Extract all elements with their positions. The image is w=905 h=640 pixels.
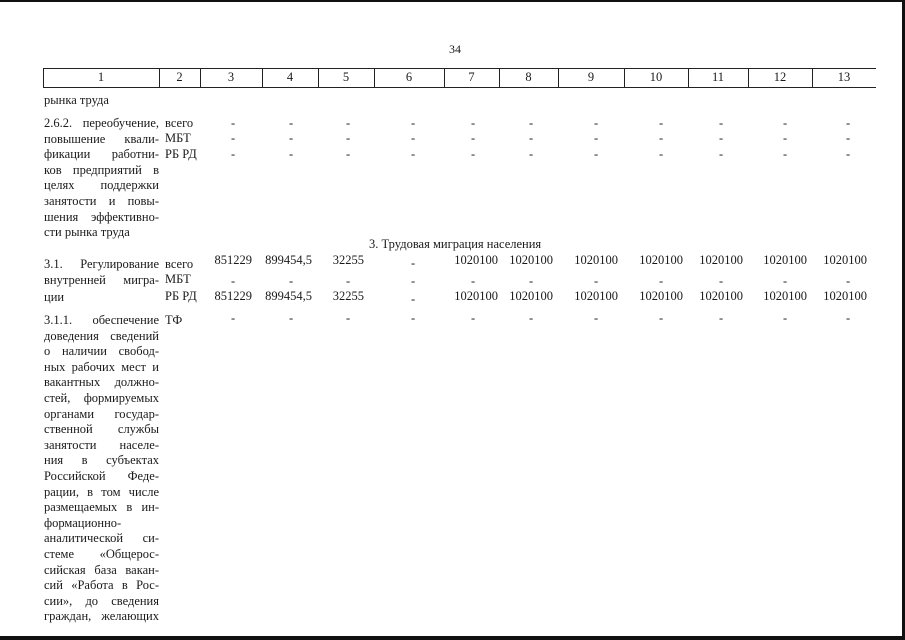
table-cell: 1020100 xyxy=(763,253,807,267)
table-cell: - xyxy=(346,147,351,161)
table-cell: 1020100 xyxy=(574,289,618,303)
table-cell: - xyxy=(289,311,294,325)
source-label: РБ РД xyxy=(165,147,197,161)
table-cell: - xyxy=(471,116,476,130)
header-bottom-rule xyxy=(43,87,876,88)
column-header-12: 12 xyxy=(773,70,787,84)
table-cell: 1020100 xyxy=(639,253,683,267)
column-header-5: 5 xyxy=(342,70,350,84)
table-cell: 1020100 xyxy=(823,289,867,303)
table-cell: - xyxy=(289,147,294,161)
table-cell: - xyxy=(346,311,351,325)
table-cell: 1020100 xyxy=(509,253,553,267)
table-cell: - xyxy=(846,131,851,145)
table-cell: - xyxy=(783,274,788,288)
table-cell: - xyxy=(231,147,236,161)
table-cell: - xyxy=(659,274,664,288)
table-cell: - xyxy=(846,274,851,288)
section-title: 3. Трудовая миграция населения xyxy=(369,237,542,251)
table-cell: - xyxy=(594,274,599,288)
column-header-9: 9 xyxy=(587,70,595,84)
row-3-1-description: 3.1. Регулирование внутренней мигра- ции xyxy=(44,257,159,305)
table-cell: - xyxy=(594,131,599,145)
table-cell: - xyxy=(231,274,236,288)
table-cell: - xyxy=(594,147,599,161)
table-cell: - xyxy=(471,274,476,288)
table-cell: 899454,5 xyxy=(265,289,312,303)
table-cell: - xyxy=(783,116,788,130)
source-label: МБТ xyxy=(165,131,191,145)
table-cell: 1020100 xyxy=(454,253,498,267)
table-cell: - xyxy=(411,274,416,288)
table-cell: - xyxy=(346,274,351,288)
table-cell: - xyxy=(411,292,416,306)
table-cell: - xyxy=(529,116,534,130)
table-cell: - xyxy=(471,131,476,145)
column-header-8: 8 xyxy=(525,70,532,84)
header-top-rule xyxy=(43,68,876,69)
table-cell: - xyxy=(783,147,788,161)
table-cell: - xyxy=(529,274,534,288)
table-cell: - xyxy=(783,131,788,145)
table-cell: - xyxy=(846,147,851,161)
table-cell: - xyxy=(231,131,236,145)
column-header-11: 11 xyxy=(711,70,725,84)
table-cell: - xyxy=(289,116,294,130)
table-cell: 1020100 xyxy=(454,289,498,303)
table-cell: - xyxy=(719,311,724,325)
table-cell: - xyxy=(346,131,351,145)
page-number: 34 xyxy=(449,42,461,56)
table-cell: - xyxy=(594,311,599,325)
table-cell: - xyxy=(471,147,476,161)
table-cell: 1020100 xyxy=(823,253,867,267)
table-cell: 851229 xyxy=(214,289,252,303)
scan-border-top xyxy=(0,0,905,2)
table-cell: - xyxy=(289,274,294,288)
table-cell: - xyxy=(846,311,851,325)
table-cell: - xyxy=(529,311,534,325)
table-cell: - xyxy=(719,147,724,161)
table-cell: - xyxy=(529,131,534,145)
table-cell: 1020100 xyxy=(699,289,743,303)
row-3-1-1-description: 3.1.1. обеспечение доведения сведений о наличии свобод- ных рабочих мест и вакантных должно- стей, формируемых органами государ- ственной службы занятости населе- ния в субъектах Российской Феде- рации, в том числе размещаемых в ин- формационно- аналитической си- стеме «Общерос- сийская база вакан- сий «Работа в Рос- сии», до сведения граждан, желающих xyxy=(44,313,159,624)
source-label: всего xyxy=(165,116,194,130)
row-2-6-2-description: 2.6.2. переобучение, повышение квали- фикации работни- ков предприятий в целях поддержки занятости и повы- шения эффективно- сти рынка труда xyxy=(44,116,159,240)
table-cell: 32255 xyxy=(332,289,364,303)
carry-over-text: рынка труда xyxy=(44,93,109,107)
table-cell: - xyxy=(289,131,294,145)
table-cell: - xyxy=(231,311,236,325)
column-header-7: 7 xyxy=(468,70,475,84)
table-cell: - xyxy=(411,147,416,161)
table-cell: 1020100 xyxy=(509,289,553,303)
table-cell: - xyxy=(719,116,724,130)
table-cell: 1020100 xyxy=(639,289,683,303)
table-cell: - xyxy=(411,311,416,325)
column-header-6: 6 xyxy=(405,70,413,84)
table-cell: - xyxy=(411,116,416,130)
table-cell: 1020100 xyxy=(763,289,807,303)
table-cell: 851229 xyxy=(214,253,252,267)
table-cell: - xyxy=(659,116,664,130)
table-cell: - xyxy=(659,147,664,161)
column-header-1: 1 xyxy=(97,70,105,84)
table-cell: 899454,5 xyxy=(265,253,312,267)
column-header-4: 4 xyxy=(286,70,294,84)
source-label: ТФ xyxy=(165,313,183,327)
column-header-3: 3 xyxy=(227,70,235,84)
table-cell: - xyxy=(346,116,351,130)
table-cell: - xyxy=(529,147,534,161)
column-header-13: 13 xyxy=(837,70,851,84)
source-label: всего xyxy=(165,257,194,271)
table-cell: - xyxy=(411,131,416,145)
table-cell: - xyxy=(659,311,664,325)
scan-border-bottom xyxy=(0,636,905,640)
table-cell: - xyxy=(659,131,664,145)
table-cell: 1020100 xyxy=(574,253,618,267)
table-cell: 32255 xyxy=(332,253,364,267)
table-cell: - xyxy=(783,311,788,325)
table-cell: - xyxy=(471,311,476,325)
table-cell: - xyxy=(411,256,416,270)
column-header-2: 2 xyxy=(176,70,183,84)
source-label: МБТ xyxy=(165,272,191,286)
table-cell: - xyxy=(719,274,724,288)
source-label: РБ РД xyxy=(165,289,197,303)
column-header-10: 10 xyxy=(649,70,663,84)
table-cell: - xyxy=(846,116,851,130)
table-cell: - xyxy=(231,116,236,130)
table-cell: 1020100 xyxy=(699,253,743,267)
table-cell: - xyxy=(594,116,599,130)
table-cell: - xyxy=(719,131,724,145)
